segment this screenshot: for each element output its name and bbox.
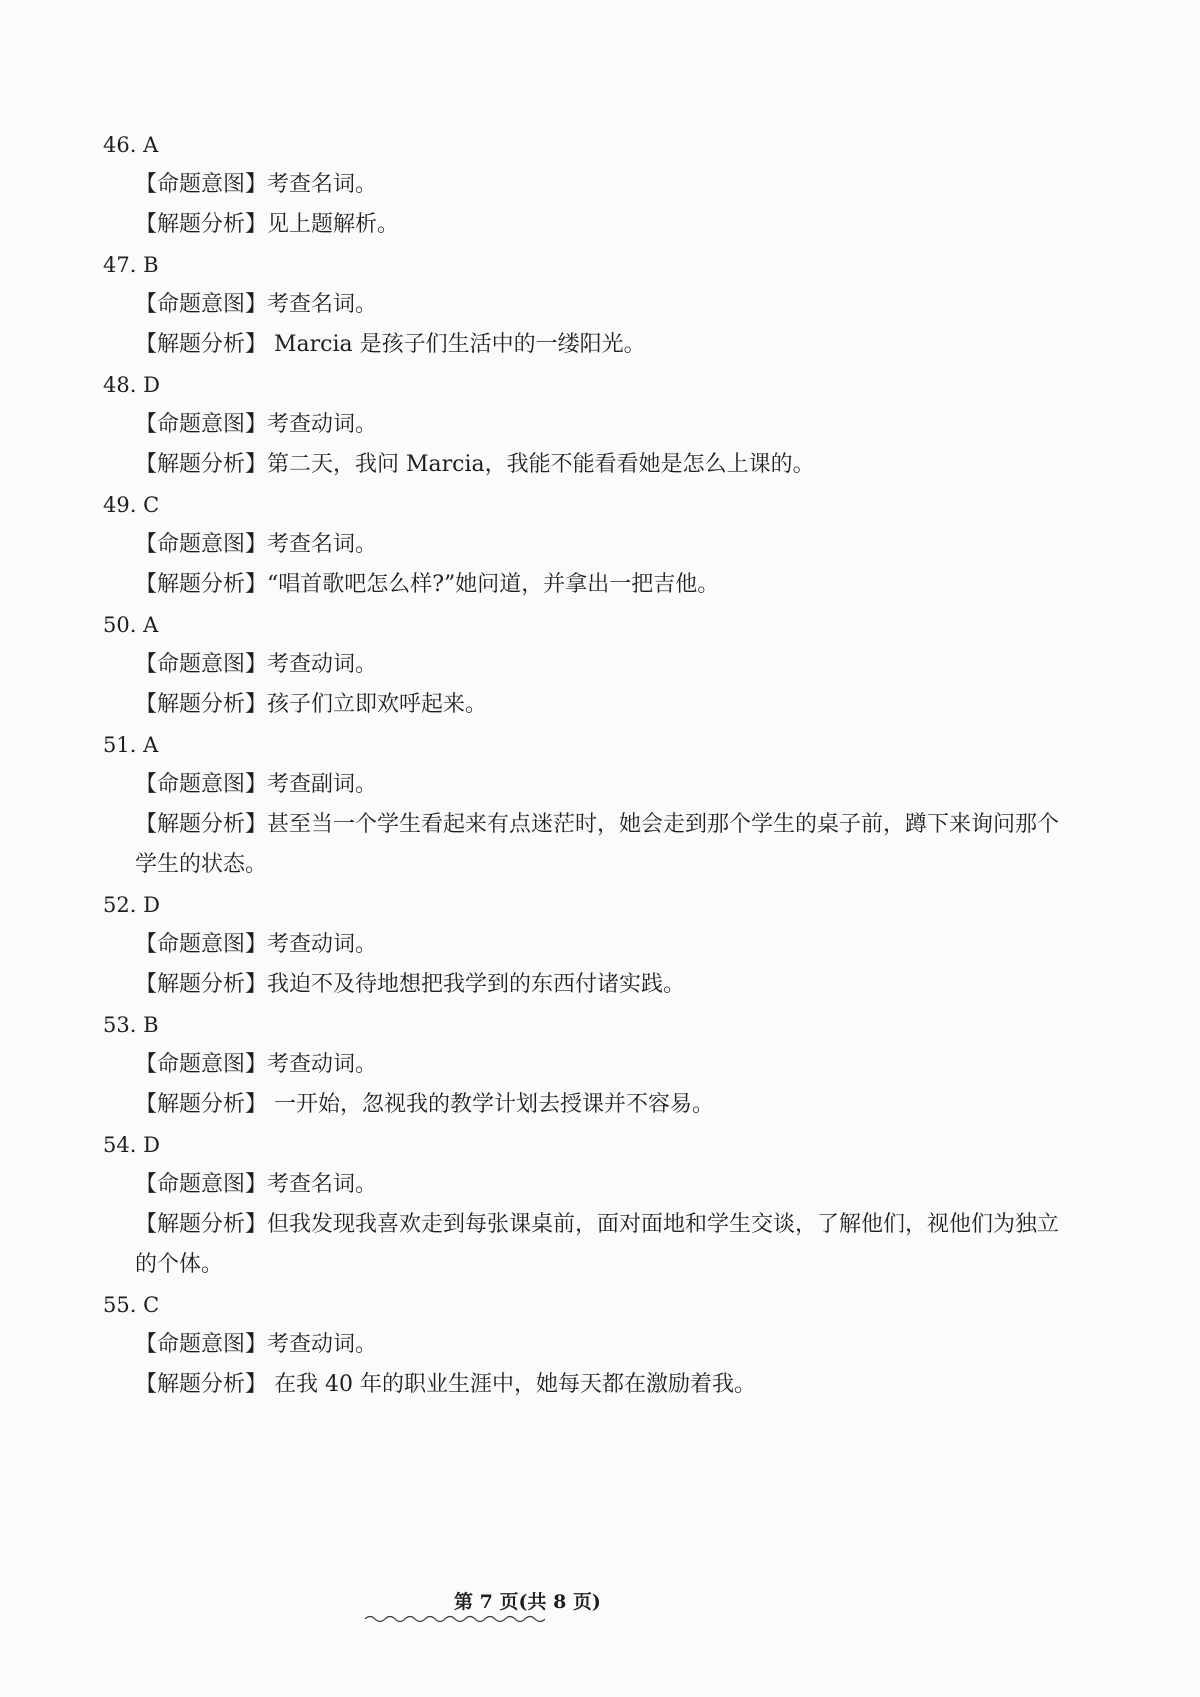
intent-line: 【命题意图】考查名词。 — [135, 1172, 378, 1197]
analysis-line: 【解题分析】甚至当一个学生看起来有点迷茫时，她会走到那个学生的桌子前，蹲下来询问那个 — [135, 812, 1060, 837]
question-number: 52. D — [103, 893, 160, 917]
analysis-line: 【解题分析】但我发现我喜欢走到每张课桌前，面对面地和学生交谈，了解他们，视他们为独立 — [135, 1212, 1060, 1237]
question-number: 55. C — [103, 1293, 160, 1317]
intent-line: 【命题意图】考查副词。 — [135, 772, 378, 797]
page-footer — [0, 1589, 1200, 1615]
analysis-continuation: 学生的状态。 — [135, 852, 268, 877]
analysis-line: 【解题分析】见上题解析。 — [135, 212, 400, 237]
intent-line: 【命题意图】考查名词。 — [135, 172, 378, 197]
analysis-line: 【解题分析】“唱首歌吧怎么样?”她问道，并拿出一把吉他。 — [135, 572, 720, 597]
analysis-line: 【解题分析】第二天，我问 Marcia，我能不能看看她是怎么上课的。 — [135, 452, 815, 477]
analysis-line: 【解题分析】 一开始，忽视我的教学计划去授课并不容易。 — [135, 1092, 714, 1117]
intent-line: 【命题意图】考查动词。 — [135, 1332, 378, 1357]
question-number: 51. A — [103, 733, 159, 757]
intent-line: 【命题意图】考查名词。 — [135, 532, 378, 557]
intent-line: 【命题意图】考查名词。 — [135, 292, 378, 317]
intent-line: 【命题意图】考查动词。 — [135, 932, 378, 957]
analysis-line: 【解题分析】 Marcia 是孩子们生活中的一缕阳光。 — [135, 332, 646, 357]
analysis-line: 【解题分析】孩子们立即欢呼起来。 — [135, 692, 488, 717]
question-number: 54. D — [103, 1133, 160, 1157]
question-number: 49. C — [103, 493, 160, 517]
question-number: 47. B — [103, 253, 159, 277]
analysis-continuation: 的个体。 — [135, 1252, 224, 1277]
question-number: 53. B — [103, 1013, 159, 1037]
analysis-line: 【解题分析】 在我 40 年的职业生涯中，她每天都在激励着我。 — [135, 1372, 756, 1397]
intent-line: 【命题意图】考查动词。 — [135, 652, 378, 677]
question-number: 50. A — [103, 613, 159, 637]
question-number: 46. A — [103, 133, 159, 157]
analysis-line: 【解题分析】我迫不及待地想把我学到的东西付诸实践。 — [135, 972, 686, 997]
footer-underline-wave — [365, 1614, 545, 1624]
question-number: 48. D — [103, 373, 160, 397]
intent-line: 【命题意图】考查动词。 — [135, 1052, 378, 1077]
intent-line: 【命题意图】考查动词。 — [135, 412, 378, 437]
page-number: 第 7 页(共 8 页) — [454, 1591, 601, 1613]
